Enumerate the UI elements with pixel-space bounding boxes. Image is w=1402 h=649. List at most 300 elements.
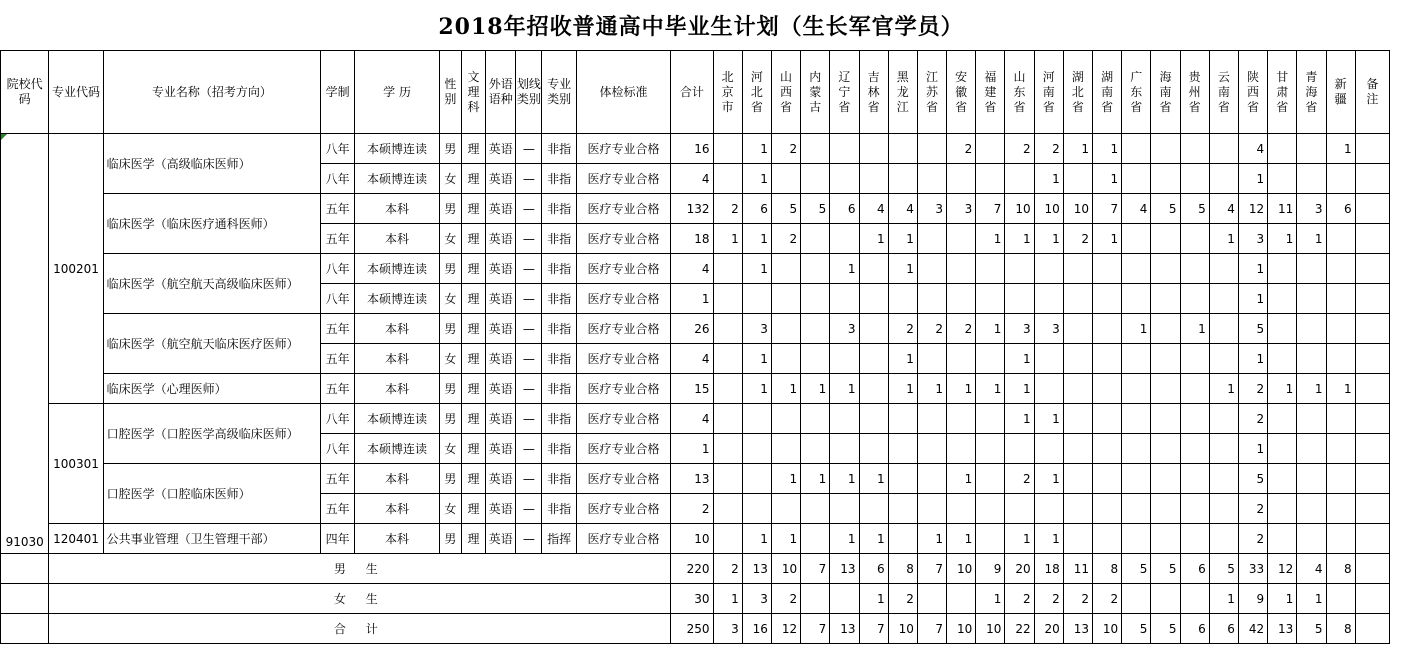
- physical-standard-cell: 医疗专业合格: [576, 404, 671, 434]
- province-count-cell: [1268, 434, 1297, 464]
- summary-province-count: 10: [947, 614, 976, 644]
- track-cell: 理: [461, 314, 485, 344]
- province-count-cell: [1122, 464, 1151, 494]
- major-code: 100201: [49, 134, 103, 404]
- remarks-cell: [1355, 164, 1389, 194]
- province-count-cell: 1: [1238, 434, 1267, 464]
- province-count-cell: [1326, 524, 1355, 554]
- track-cell: 理: [461, 434, 485, 464]
- province-count-cell: [976, 464, 1005, 494]
- remarks-cell: [1355, 194, 1389, 224]
- track-cell: 理: [461, 344, 485, 374]
- header-major-name: 专业名称（招考方向）: [103, 51, 320, 134]
- province-count-cell: 1: [947, 464, 976, 494]
- province-count-cell: 1: [1209, 374, 1238, 404]
- header-province: 安徽省: [947, 51, 976, 134]
- summary-province-count: [830, 584, 859, 614]
- province-count-cell: [1268, 314, 1297, 344]
- province-count-cell: [888, 494, 917, 524]
- header-province: 江苏省: [917, 51, 946, 134]
- header-province: 湖北省: [1063, 51, 1092, 134]
- province-count-cell: 2: [771, 224, 800, 254]
- province-count-cell: 3: [830, 314, 859, 344]
- province-count-cell: [713, 314, 742, 344]
- province-count-cell: [976, 434, 1005, 464]
- summary-province-count: 12: [1268, 554, 1297, 584]
- education-cell: 本硕博连读: [355, 284, 440, 314]
- province-count-cell: 1: [1268, 224, 1297, 254]
- summary-province-count: 16: [742, 614, 771, 644]
- province-count-cell: 2: [1238, 374, 1267, 404]
- header-province: 甘肃省: [1268, 51, 1297, 134]
- province-count-cell: [1326, 404, 1355, 434]
- province-count-cell: [1063, 524, 1092, 554]
- province-count-cell: [1180, 524, 1209, 554]
- specialty-cell: 指挥: [542, 524, 576, 554]
- gender-cell: 男: [439, 254, 461, 284]
- province-count-cell: [976, 254, 1005, 284]
- summary-province-count: 10: [888, 614, 917, 644]
- specialty-cell: 非指: [542, 314, 576, 344]
- province-count-cell: 1: [917, 374, 946, 404]
- physical-standard-cell: 医疗专业合格: [576, 434, 671, 464]
- summary-province-count: 10: [771, 554, 800, 584]
- summary-remarks-cell: [1355, 614, 1389, 644]
- province-count-cell: [1297, 344, 1326, 374]
- province-count-cell: [947, 404, 976, 434]
- province-count-cell: [859, 134, 888, 164]
- province-count-cell: [976, 524, 1005, 554]
- province-count-cell: [801, 224, 830, 254]
- education-cell: 本科: [355, 374, 440, 404]
- province-count-cell: [947, 164, 976, 194]
- years-cell: 五年: [321, 344, 355, 374]
- physical-standard-cell: 医疗专业合格: [576, 374, 671, 404]
- province-count-cell: [1063, 374, 1092, 404]
- physical-standard-cell: 医疗专业合格: [576, 164, 671, 194]
- province-count-cell: 1: [1297, 224, 1326, 254]
- province-count-cell: [1326, 224, 1355, 254]
- education-cell: 本科: [355, 464, 440, 494]
- header-province: 海南省: [1151, 51, 1180, 134]
- province-count-cell: [713, 344, 742, 374]
- summary-province-count: 6: [1209, 614, 1238, 644]
- province-count-cell: [1180, 224, 1209, 254]
- province-count-cell: 1: [859, 464, 888, 494]
- table-row: [1, 194, 1390, 224]
- province-count-cell: 1: [830, 374, 859, 404]
- province-count-cell: 1: [830, 464, 859, 494]
- province-count-cell: [976, 494, 1005, 524]
- province-count-cell: [1297, 434, 1326, 464]
- province-count-cell: [1209, 134, 1238, 164]
- summary-province-count: 13: [742, 554, 771, 584]
- province-count-cell: [771, 284, 800, 314]
- province-count-cell: 1: [1034, 524, 1063, 554]
- province-count-cell: [976, 284, 1005, 314]
- years-cell: 五年: [321, 464, 355, 494]
- province-count-cell: 1: [1238, 344, 1267, 374]
- province-count-cell: 1: [1326, 134, 1355, 164]
- years-cell: 八年: [321, 164, 355, 194]
- summary-province-count: 10: [976, 614, 1005, 644]
- summary-province-count: 42: [1238, 614, 1267, 644]
- corner-marker: [1, 134, 7, 140]
- summary-province-count: 8: [1326, 614, 1355, 644]
- track-cell: 理: [461, 494, 485, 524]
- years-cell: 八年: [321, 254, 355, 284]
- total-cell: 1: [671, 284, 713, 314]
- table-row: [1, 374, 1390, 404]
- province-count-cell: 2: [1063, 224, 1092, 254]
- province-count-cell: [830, 404, 859, 434]
- summary-total: 30: [671, 584, 713, 614]
- header-language: 外语语种: [486, 51, 516, 134]
- province-count-cell: 2: [888, 314, 917, 344]
- province-count-cell: [830, 224, 859, 254]
- province-count-cell: [1209, 404, 1238, 434]
- header-province: 北京市: [713, 51, 742, 134]
- years-cell: 五年: [321, 314, 355, 344]
- province-count-cell: 1: [713, 224, 742, 254]
- province-count-cell: 1: [742, 254, 771, 284]
- gender-cell: 男: [439, 194, 461, 224]
- province-count-cell: 4: [1209, 194, 1238, 224]
- province-count-cell: 1: [1005, 404, 1034, 434]
- language-cell: 英语: [486, 224, 516, 254]
- province-count-cell: [801, 164, 830, 194]
- total-cell: 1: [671, 434, 713, 464]
- province-count-cell: [1063, 254, 1092, 284]
- header-remarks: 备注: [1355, 51, 1389, 134]
- province-count-cell: 1: [742, 344, 771, 374]
- cutoff-cell: —: [516, 284, 542, 314]
- province-count-cell: [742, 494, 771, 524]
- province-count-cell: [1180, 254, 1209, 284]
- province-count-cell: 3: [1005, 314, 1034, 344]
- province-count-cell: [917, 404, 946, 434]
- province-count-cell: [771, 404, 800, 434]
- province-count-cell: [859, 254, 888, 284]
- province-count-cell: [1297, 164, 1326, 194]
- province-count-cell: 2: [1238, 524, 1267, 554]
- province-count-cell: [859, 314, 888, 344]
- province-count-cell: [1122, 224, 1151, 254]
- language-cell: 英语: [486, 464, 516, 494]
- province-count-cell: 2: [917, 314, 946, 344]
- summary-province-count: 9: [1238, 584, 1267, 614]
- remarks-cell: [1355, 224, 1389, 254]
- province-count-cell: [1151, 434, 1180, 464]
- province-count-cell: [1093, 524, 1122, 554]
- language-cell: 英语: [486, 164, 516, 194]
- header-province: 辽宁省: [830, 51, 859, 134]
- major-name: 临床医学（临床医疗通科医师）: [103, 194, 320, 254]
- province-count-cell: 2: [1238, 494, 1267, 524]
- province-count-cell: [771, 494, 800, 524]
- province-count-cell: [742, 284, 771, 314]
- province-count-cell: 1: [1063, 134, 1092, 164]
- gender-cell: 男: [439, 464, 461, 494]
- province-count-cell: 10: [1005, 194, 1034, 224]
- province-count-cell: [1326, 254, 1355, 284]
- table-row: [1, 314, 1390, 344]
- province-count-cell: [1151, 164, 1180, 194]
- province-count-cell: [1151, 284, 1180, 314]
- cutoff-cell: —: [516, 434, 542, 464]
- major-name: 口腔医学（口腔医学高级临床医师）: [103, 404, 320, 464]
- physical-standard-cell: 医疗专业合格: [576, 494, 671, 524]
- summary-province-count: [1180, 584, 1209, 614]
- education-cell: 本硕博连读: [355, 434, 440, 464]
- remarks-cell: [1355, 134, 1389, 164]
- summary-province-count: 5: [1122, 554, 1151, 584]
- remarks-cell: [1355, 404, 1389, 434]
- total-cell: 4: [671, 344, 713, 374]
- province-count-cell: [1034, 434, 1063, 464]
- province-count-cell: [917, 344, 946, 374]
- province-count-cell: 1: [830, 254, 859, 284]
- province-count-cell: [1297, 134, 1326, 164]
- province-count-cell: 1: [947, 524, 976, 554]
- province-count-cell: [713, 434, 742, 464]
- years-cell: 五年: [321, 194, 355, 224]
- summary-province-count: 11: [1063, 554, 1092, 584]
- province-count-cell: 5: [1151, 194, 1180, 224]
- specialty-cell: 非指: [542, 404, 576, 434]
- remarks-cell: [1355, 254, 1389, 284]
- header-province: 黑龙江: [888, 51, 917, 134]
- province-count-cell: 3: [1297, 194, 1326, 224]
- province-count-cell: [1151, 404, 1180, 434]
- total-cell: 2: [671, 494, 713, 524]
- province-count-cell: [1005, 254, 1034, 284]
- province-count-cell: [917, 464, 946, 494]
- province-count-cell: [713, 494, 742, 524]
- summary-row: [1, 584, 1390, 614]
- physical-standard-cell: 医疗专业合格: [576, 314, 671, 344]
- province-count-cell: [1209, 434, 1238, 464]
- summary-province-count: 2: [1093, 584, 1122, 614]
- province-count-cell: 4: [859, 194, 888, 224]
- specialty-cell: 非指: [542, 254, 576, 284]
- province-count-cell: 1: [1005, 344, 1034, 374]
- province-count-cell: [1268, 134, 1297, 164]
- summary-province-count: 1: [713, 584, 742, 614]
- province-count-cell: [713, 404, 742, 434]
- province-count-cell: [1326, 164, 1355, 194]
- cutoff-cell: —: [516, 314, 542, 344]
- summary-province-count: 13: [830, 554, 859, 584]
- province-count-cell: 2: [947, 314, 976, 344]
- province-count-cell: [859, 344, 888, 374]
- province-count-cell: 1: [976, 224, 1005, 254]
- gender-cell: 男: [439, 374, 461, 404]
- institution-code: 91030: [5, 535, 44, 549]
- gender-cell: 女: [439, 284, 461, 314]
- table-row: [1, 404, 1390, 434]
- province-count-cell: [801, 434, 830, 464]
- track-cell: 理: [461, 254, 485, 284]
- province-count-cell: [713, 254, 742, 284]
- province-count-cell: 1: [976, 314, 1005, 344]
- cutoff-cell: —: [516, 344, 542, 374]
- province-count-cell: [1297, 404, 1326, 434]
- summary-province-count: 13: [1268, 614, 1297, 644]
- province-count-cell: 1: [771, 374, 800, 404]
- province-count-cell: [801, 284, 830, 314]
- province-count-cell: 1: [742, 224, 771, 254]
- physical-standard-cell: 医疗专业合格: [576, 284, 671, 314]
- province-count-cell: [888, 134, 917, 164]
- province-count-cell: 5: [1180, 194, 1209, 224]
- table-row: [1, 134, 1390, 164]
- province-count-cell: 10: [1034, 194, 1063, 224]
- province-count-cell: 10: [1063, 194, 1092, 224]
- header-specialty-type: 专业类别: [542, 51, 576, 134]
- province-count-cell: [713, 134, 742, 164]
- province-count-cell: [1180, 464, 1209, 494]
- track-cell: 理: [461, 464, 485, 494]
- province-count-cell: [1122, 164, 1151, 194]
- physical-standard-cell: 医疗专业合格: [576, 254, 671, 284]
- province-count-cell: [1093, 314, 1122, 344]
- years-cell: 八年: [321, 134, 355, 164]
- header-cutoff-type: 划线类别: [516, 51, 542, 134]
- total-cell: 13: [671, 464, 713, 494]
- track-cell: 理: [461, 164, 485, 194]
- table-summary: [1, 554, 1390, 644]
- summary-province-count: 5: [1209, 554, 1238, 584]
- province-count-cell: [713, 164, 742, 194]
- province-count-cell: [830, 134, 859, 164]
- summary-province-count: 2: [888, 584, 917, 614]
- province-count-cell: [976, 134, 1005, 164]
- years-cell: 五年: [321, 374, 355, 404]
- province-count-cell: [771, 434, 800, 464]
- province-count-cell: 1: [1122, 314, 1151, 344]
- header-province: 福建省: [976, 51, 1005, 134]
- summary-province-count: 4: [1297, 554, 1326, 584]
- province-count-cell: 1: [1093, 224, 1122, 254]
- summary-province-count: [917, 584, 946, 614]
- summary-province-count: 2: [713, 554, 742, 584]
- province-count-cell: [771, 164, 800, 194]
- province-count-cell: 7: [1093, 194, 1122, 224]
- province-count-cell: [1063, 494, 1092, 524]
- province-count-cell: 1: [1268, 374, 1297, 404]
- summary-province-count: 1: [1209, 584, 1238, 614]
- header-province: 陕西省: [1238, 51, 1267, 134]
- header-gender: 性别: [439, 51, 461, 134]
- province-count-cell: [859, 434, 888, 464]
- header-province: 广东省: [1122, 51, 1151, 134]
- province-count-cell: 11: [1268, 194, 1297, 224]
- header-province: 云南省: [1209, 51, 1238, 134]
- province-count-cell: [801, 134, 830, 164]
- track-cell: 理: [461, 374, 485, 404]
- total-cell: 15: [671, 374, 713, 404]
- total-cell: 16: [671, 134, 713, 164]
- province-count-cell: [1122, 134, 1151, 164]
- remarks-cell: [1355, 434, 1389, 464]
- summary-province-count: 3: [742, 584, 771, 614]
- language-cell: 英语: [486, 284, 516, 314]
- summary-province-count: 33: [1238, 554, 1267, 584]
- province-count-cell: [1122, 494, 1151, 524]
- province-count-cell: [1063, 404, 1092, 434]
- remarks-cell: [1355, 494, 1389, 524]
- province-count-cell: [830, 494, 859, 524]
- province-count-cell: [1093, 434, 1122, 464]
- province-count-cell: [801, 494, 830, 524]
- province-count-cell: [1209, 284, 1238, 314]
- province-count-cell: [1122, 404, 1151, 434]
- province-count-cell: [1005, 434, 1034, 464]
- header-province: 内蒙古: [801, 51, 830, 134]
- province-count-cell: [1034, 374, 1063, 404]
- province-count-cell: [1297, 314, 1326, 344]
- education-cell: 本科: [355, 314, 440, 344]
- province-count-cell: 1: [976, 374, 1005, 404]
- province-count-cell: 1: [1238, 254, 1267, 284]
- summary-label: 女 生: [49, 584, 671, 614]
- physical-standard-cell: 医疗专业合格: [576, 464, 671, 494]
- province-count-cell: 1: [742, 524, 771, 554]
- cutoff-cell: —: [516, 134, 542, 164]
- province-count-cell: [1005, 494, 1034, 524]
- summary-province-count: 7: [801, 614, 830, 644]
- header-province: 河北省: [742, 51, 771, 134]
- table-row: [1, 524, 1390, 554]
- summary-province-count: 7: [859, 614, 888, 644]
- province-count-cell: 5: [1238, 314, 1267, 344]
- physical-standard-cell: 医疗专业合格: [576, 134, 671, 164]
- summary-province-count: [1151, 584, 1180, 614]
- province-count-cell: [1122, 284, 1151, 314]
- header-province: 湖南省: [1093, 51, 1122, 134]
- major-name: 临床医学（航空航天高级临床医师）: [103, 254, 320, 314]
- province-count-cell: [830, 434, 859, 464]
- remarks-cell: [1355, 374, 1389, 404]
- province-count-cell: [713, 464, 742, 494]
- province-count-cell: 1: [1034, 404, 1063, 434]
- province-count-cell: [1326, 494, 1355, 524]
- header-track: 文理科: [461, 51, 485, 134]
- province-count-cell: [947, 434, 976, 464]
- gender-cell: 女: [439, 164, 461, 194]
- province-count-cell: 1: [917, 524, 946, 554]
- specialty-cell: 非指: [542, 134, 576, 164]
- summary-province-count: 12: [771, 614, 800, 644]
- province-count-cell: 2: [947, 134, 976, 164]
- province-count-cell: [713, 284, 742, 314]
- province-count-cell: 6: [742, 194, 771, 224]
- province-count-cell: [1209, 464, 1238, 494]
- summary-blank-cell: [1, 554, 49, 584]
- summary-remarks-cell: [1355, 584, 1389, 614]
- province-count-cell: [1268, 494, 1297, 524]
- education-cell: 本硕博连读: [355, 164, 440, 194]
- summary-province-count: 6: [1180, 554, 1209, 584]
- province-count-cell: [1180, 344, 1209, 374]
- province-count-cell: [888, 164, 917, 194]
- province-count-cell: [801, 254, 830, 284]
- summary-province-count: 10: [947, 554, 976, 584]
- province-count-cell: [859, 284, 888, 314]
- province-count-cell: [888, 524, 917, 554]
- gender-cell: 女: [439, 224, 461, 254]
